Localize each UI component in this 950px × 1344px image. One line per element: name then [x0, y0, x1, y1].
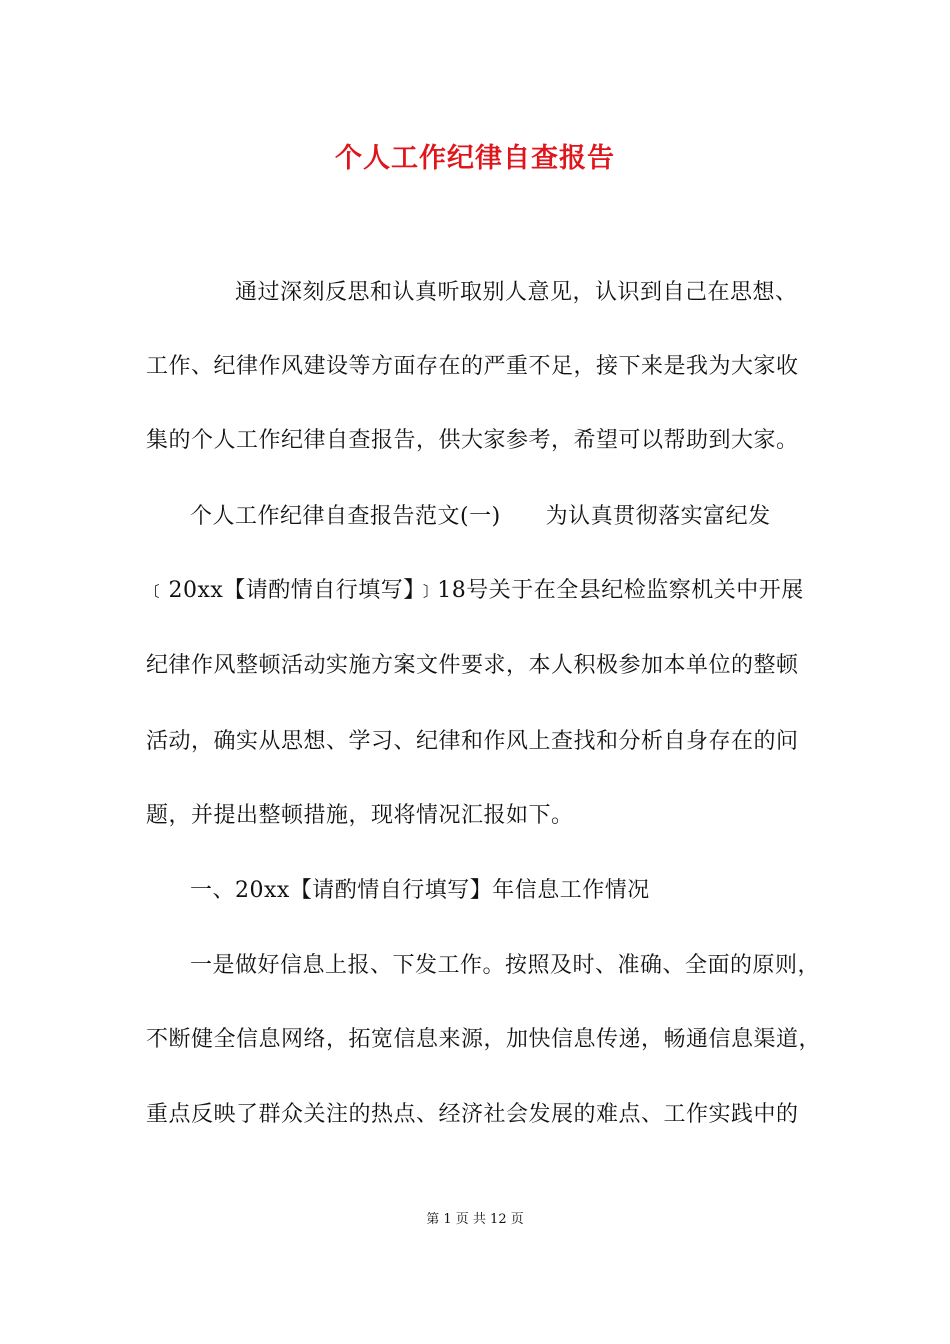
paragraph-line: 个人工作纪律自查报告范文(一) 为认真贯彻落实富纪发: [190, 504, 771, 529]
paragraph-line: 一是做好信息上报、下发工作。按照及时、准确、全面的原则，: [190, 953, 821, 978]
paragraph-line: 题，并提出整顿措施，现将情况汇报如下。: [146, 803, 574, 828]
paragraph-line: 纪律作风整顿活动实施方案文件要求，本人积极参加本单位的整顿: [146, 653, 799, 678]
paragraph-line: 集的个人工作纪律自查报告，供大家参考，希望可以帮助到大家。: [146, 428, 799, 453]
page-footer: 第 1 页 共 12 页: [426, 1212, 524, 1227]
paragraph-line: 通过深刻反思和认真听取别人意见，认识到自己在思想、: [235, 280, 798, 305]
paragraph-line: 活动，确实从思想、学习、纪律和作风上查找和分析自身存在的问: [146, 729, 799, 754]
paragraph-line: 重点反映了群众关注的热点、经济社会发展的难点、工作实践中的: [146, 1102, 799, 1127]
paragraph-line: 工作、纪律作风建设等方面存在的严重不足，接下来是我为大家收: [146, 354, 799, 379]
paragraph-line: 不断健全信息网络，拓宽信息来源，加快信息传递，畅通信息渠道，: [146, 1027, 822, 1052]
paragraph-line: ﹝20xx【请酌情自行填写】﹞18号关于在全县纪检监察机关中开展: [146, 578, 804, 603]
document-title: 个人工作纪律自查报告: [335, 143, 615, 174]
section-heading: 一、20xx【请酌情自行填写】年信息工作情况: [190, 878, 650, 903]
